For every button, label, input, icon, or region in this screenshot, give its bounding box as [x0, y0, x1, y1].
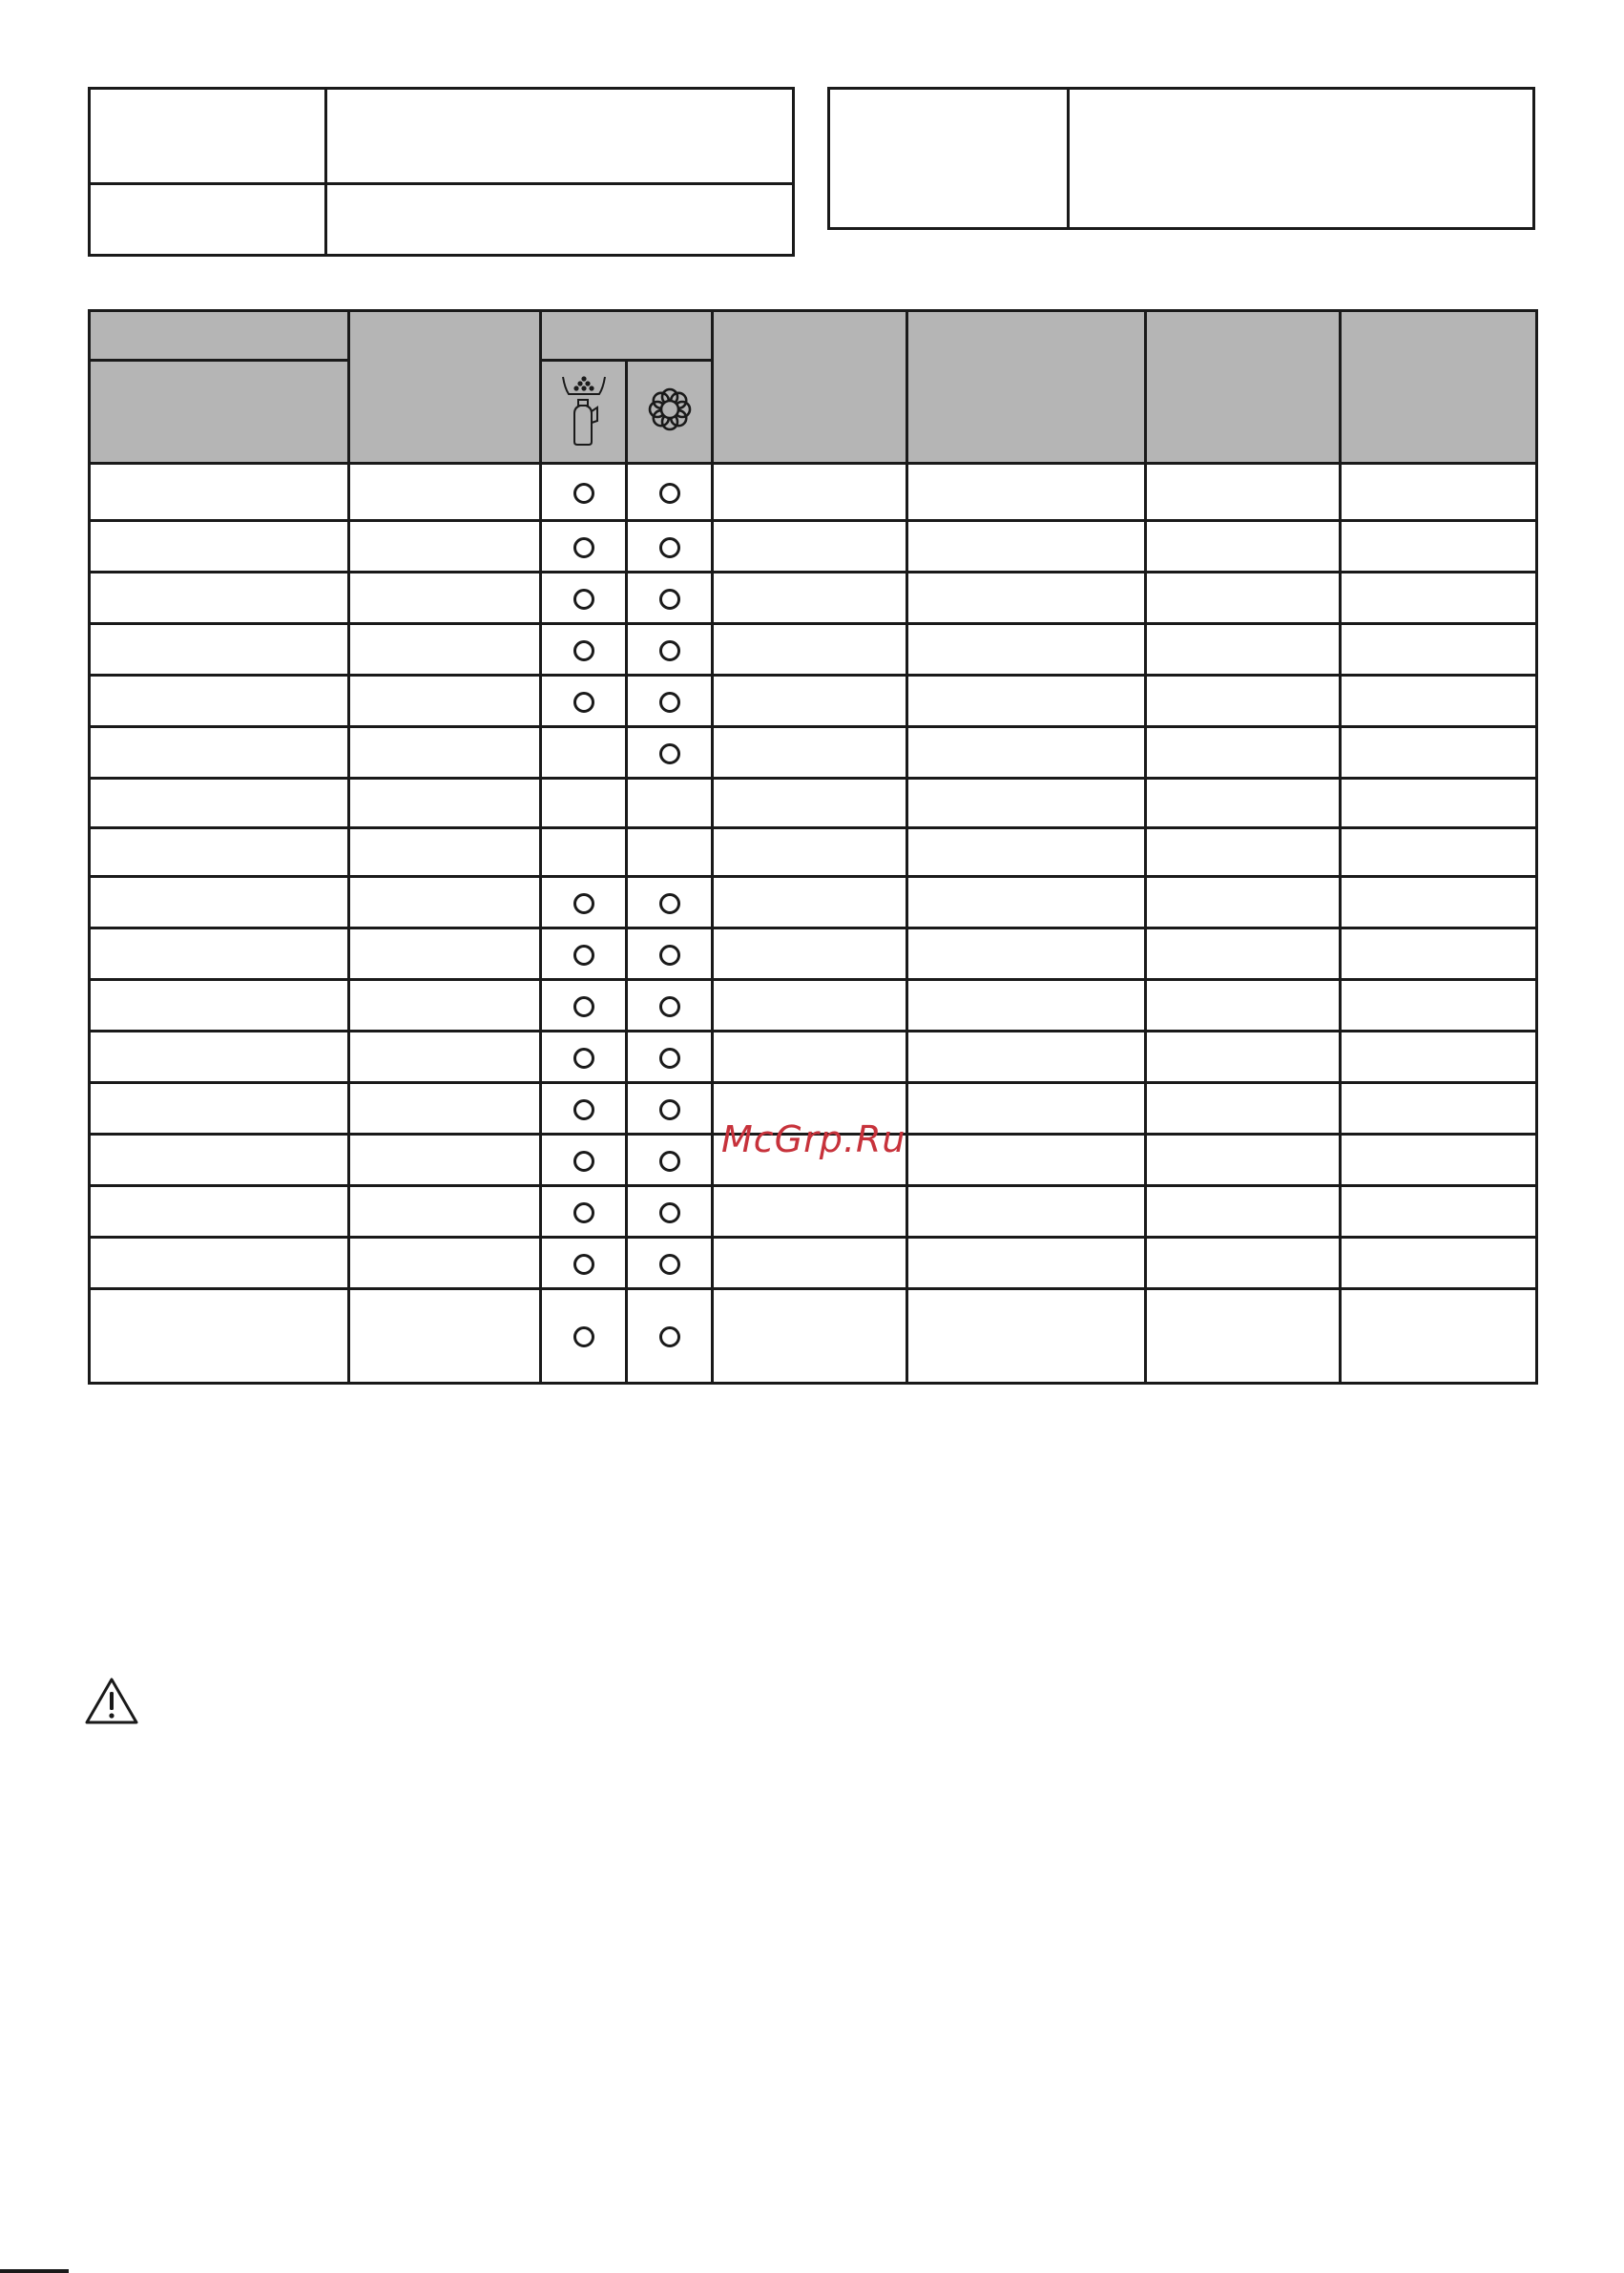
table-cell [90, 877, 349, 928]
table-cell [349, 727, 541, 779]
table-cell [349, 1186, 541, 1238]
table-row [90, 1032, 1537, 1083]
ring-mark-icon [573, 483, 594, 504]
table-cell [1341, 1186, 1537, 1238]
warning-triangle-icon [84, 1677, 139, 1726]
table-row [90, 1238, 1537, 1289]
detergent-cell [541, 573, 627, 624]
detergent-cell [541, 1289, 627, 1384]
table-cell [349, 1032, 541, 1083]
softener-cell [627, 1186, 713, 1238]
table-cell [1341, 980, 1537, 1032]
table-cell [1146, 877, 1341, 928]
table-cell [907, 1083, 1146, 1135]
table-cell [349, 1289, 541, 1384]
table-cell [1341, 624, 1537, 676]
table-row [90, 676, 1537, 727]
table-cell [90, 727, 349, 779]
detergent-cell [541, 779, 627, 828]
softener-cell [627, 573, 713, 624]
table-cell [1341, 928, 1537, 980]
softener-cell [627, 980, 713, 1032]
table-cell [1341, 676, 1537, 727]
table-cell [713, 1186, 907, 1238]
detergent-cell [541, 1186, 627, 1238]
ring-mark-icon [573, 640, 594, 661]
table-cell [1146, 779, 1341, 828]
table-cell [90, 1186, 349, 1238]
ring-mark-icon [659, 893, 680, 914]
table-cell [1341, 464, 1537, 521]
table-cell [907, 1186, 1146, 1238]
ring-mark-icon [573, 1099, 594, 1120]
table-cell [713, 727, 907, 779]
table-cell [907, 727, 1146, 779]
softener-cell [627, 779, 713, 828]
table-header-row-1 [90, 311, 1537, 361]
program-table [88, 309, 1538, 1385]
table-cell [1341, 828, 1537, 877]
table-cell [713, 980, 907, 1032]
header-cell-col6 [907, 311, 1146, 464]
softener-cell [627, 877, 713, 928]
header-cell-softener [627, 361, 713, 464]
table-row [90, 573, 1537, 624]
table-cell [1146, 727, 1341, 779]
table-cell [1146, 1083, 1341, 1135]
table-cell [713, 676, 907, 727]
table-cell [90, 1238, 349, 1289]
table-row [90, 980, 1537, 1032]
detergent-cell [541, 624, 627, 676]
table-cell [1146, 1032, 1341, 1083]
header-cell-col5 [713, 311, 907, 464]
header-cell-detergent [541, 361, 627, 464]
table-cell [1146, 1135, 1341, 1186]
detergent-cell [541, 521, 627, 573]
table-cell [907, 877, 1146, 928]
table-row [90, 928, 1537, 980]
ring-mark-icon [659, 996, 680, 1017]
ring-mark-icon [573, 1048, 594, 1069]
table-cell [90, 521, 349, 573]
softener-cell [627, 928, 713, 980]
table-cell [90, 1135, 349, 1186]
table-cell [90, 1032, 349, 1083]
ring-mark-icon [659, 945, 680, 966]
table-cell [1341, 727, 1537, 779]
table-row [90, 1289, 1537, 1384]
table-cell [907, 464, 1146, 521]
table-cell [907, 828, 1146, 877]
softener-cell [627, 624, 713, 676]
table-cell [90, 1289, 349, 1384]
softener-cell [627, 464, 713, 521]
detergent-bottle-icon [559, 371, 609, 448]
ring-mark-icon [573, 1151, 594, 1172]
header-cell-bottom-left [90, 361, 349, 464]
table-cell [90, 828, 349, 877]
table-cell [907, 980, 1146, 1032]
table-cell [1341, 877, 1537, 928]
header-box-right-divider [1067, 90, 1070, 227]
table-cell [349, 779, 541, 828]
table-cell [713, 779, 907, 828]
ring-mark-icon [659, 743, 680, 764]
table-cell [90, 980, 349, 1032]
fabric-softener-flower-icon [647, 386, 693, 432]
ring-mark-icon [573, 1326, 594, 1347]
table-cell [349, 1135, 541, 1186]
ring-mark-icon [573, 996, 594, 1017]
table-cell [1146, 1238, 1341, 1289]
detergent-cell [541, 727, 627, 779]
table-cell [713, 1238, 907, 1289]
detergent-cell [541, 980, 627, 1032]
table-row [90, 624, 1537, 676]
table-cell [349, 676, 541, 727]
table-cell [1341, 1135, 1537, 1186]
table-cell [349, 980, 541, 1032]
header-box-left-divider [324, 90, 327, 254]
table-cell [1146, 980, 1341, 1032]
table-cell [90, 464, 349, 521]
table-cell [713, 464, 907, 521]
detergent-cell [541, 1083, 627, 1135]
table-row [90, 1186, 1537, 1238]
header-cell-col7 [1146, 311, 1341, 464]
softener-cell [627, 676, 713, 727]
table-cell [713, 1032, 907, 1083]
ring-mark-icon [573, 893, 594, 914]
detergent-cell [541, 1238, 627, 1289]
ring-mark-icon [659, 537, 680, 558]
table-cell [1146, 1186, 1341, 1238]
header-cell-col2 [349, 311, 541, 464]
table-row [90, 877, 1537, 928]
table-cell [1341, 1289, 1537, 1384]
softener-cell [627, 1135, 713, 1186]
header-cell-additive-group [541, 311, 713, 361]
ring-mark-icon [573, 945, 594, 966]
table-cell [90, 676, 349, 727]
table-cell [1341, 1083, 1537, 1135]
ring-mark-icon [659, 1202, 680, 1223]
softener-cell [627, 828, 713, 877]
table-row [90, 464, 1537, 521]
ring-mark-icon [659, 640, 680, 661]
header-box-left [88, 87, 795, 257]
detergent-cell [541, 877, 627, 928]
table-cell [713, 573, 907, 624]
table-row [90, 828, 1537, 877]
table-cell [713, 928, 907, 980]
table-cell [1341, 779, 1537, 828]
table-cell [1146, 828, 1341, 877]
table-row [90, 779, 1537, 828]
detergent-cell [541, 464, 627, 521]
detergent-cell [541, 828, 627, 877]
table-cell [1146, 1289, 1341, 1384]
table-cell [349, 877, 541, 928]
table-cell [907, 1135, 1146, 1186]
header-box-left-row-divider [91, 182, 792, 185]
ring-mark-icon [573, 1202, 594, 1223]
table-cell [713, 624, 907, 676]
table-cell [90, 1083, 349, 1135]
ring-mark-icon [573, 692, 594, 713]
table-cell [1146, 676, 1341, 727]
watermark-text: McGrp.Ru [721, 1118, 906, 1160]
table-row [90, 521, 1537, 573]
ring-mark-icon [659, 1099, 680, 1120]
table-cell [1341, 1032, 1537, 1083]
detergent-cell [541, 1032, 627, 1083]
softener-cell [627, 521, 713, 573]
table-cell [90, 573, 349, 624]
ring-mark-icon [659, 692, 680, 713]
header-cell-top-left [90, 311, 349, 361]
table-cell [1341, 1238, 1537, 1289]
table-cell [1146, 928, 1341, 980]
table-cell [349, 1083, 541, 1135]
softener-cell [627, 727, 713, 779]
detergent-cell [541, 928, 627, 980]
table-cell [349, 928, 541, 980]
table-cell [90, 624, 349, 676]
softener-cell [627, 1238, 713, 1289]
detergent-cell [541, 676, 627, 727]
ring-mark-icon [573, 1254, 594, 1275]
table-cell [907, 573, 1146, 624]
table-cell [349, 828, 541, 877]
table-cell [1146, 573, 1341, 624]
table-cell [907, 1238, 1146, 1289]
table-cell [907, 624, 1146, 676]
ring-mark-icon [659, 1254, 680, 1275]
table-cell [349, 521, 541, 573]
footer-rule [0, 2269, 69, 2273]
ring-mark-icon [659, 1326, 680, 1347]
ring-mark-icon [659, 1151, 680, 1172]
table-cell [907, 928, 1146, 980]
table-cell [1146, 464, 1341, 521]
table-cell [907, 676, 1146, 727]
table-cell [713, 521, 907, 573]
ring-mark-icon [659, 483, 680, 504]
table-cell [713, 877, 907, 928]
table-cell [907, 779, 1146, 828]
table-cell [1341, 521, 1537, 573]
softener-cell [627, 1032, 713, 1083]
table-cell [349, 464, 541, 521]
ring-mark-icon [573, 537, 594, 558]
softener-cell [627, 1289, 713, 1384]
ring-mark-icon [659, 1048, 680, 1069]
table-row [90, 727, 1537, 779]
table-cell [713, 828, 907, 877]
table-cell [907, 1032, 1146, 1083]
header-cell-col8 [1341, 311, 1537, 464]
softener-cell [627, 1083, 713, 1135]
table-cell [713, 1289, 907, 1384]
table-cell [1146, 624, 1341, 676]
ring-mark-icon [659, 589, 680, 610]
table-cell [1146, 521, 1341, 573]
ring-mark-icon [573, 589, 594, 610]
detergent-cell [541, 1135, 627, 1186]
table-cell [349, 1238, 541, 1289]
table-cell [349, 573, 541, 624]
table-cell [907, 521, 1146, 573]
table-cell [907, 1289, 1146, 1384]
header-box-right [827, 87, 1535, 230]
table-cell [90, 928, 349, 980]
table-cell [90, 779, 349, 828]
table-cell [1341, 573, 1537, 624]
table-cell [349, 624, 541, 676]
